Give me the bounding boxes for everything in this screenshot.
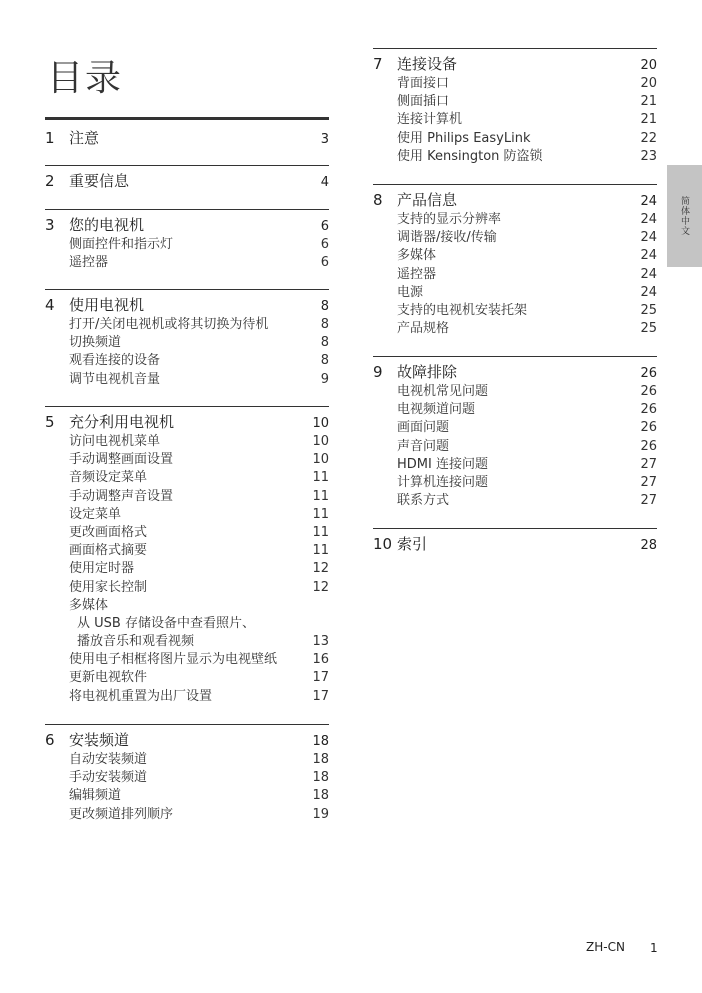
section-page-number: 28	[640, 538, 657, 553]
page-title: 目录	[47, 58, 124, 99]
toc-entry[interactable]	[45, 576, 329, 594]
toc-entry[interactable]	[373, 72, 657, 90]
entry-page-number: 23	[640, 148, 657, 164]
entry-page-number: 26	[640, 420, 657, 436]
title-divider	[45, 117, 329, 120]
entry-label: 调谐器/接收/传输	[397, 230, 497, 246]
entry-page-number: 16	[312, 652, 329, 668]
entry-label: 遥控器	[69, 255, 109, 271]
toc-entry[interactable]	[373, 226, 657, 244]
entry-page-number: 8	[320, 353, 329, 369]
entry-label: 支持的显示分辨率	[397, 212, 502, 227]
entry-page-number: 27	[640, 493, 657, 509]
entry-page-number: 26	[640, 402, 657, 418]
entry-page-number: 12	[312, 561, 329, 577]
section-title: 产品信息	[397, 191, 458, 209]
entry-label: 电视机常见问题	[397, 384, 489, 399]
entry-label: 设定菜单	[69, 506, 122, 522]
entry-label: 联系方式	[397, 493, 450, 509]
entry-page-number: 11	[312, 506, 329, 522]
section-page-number: 26	[640, 366, 657, 381]
toc-entry[interactable]	[45, 784, 329, 802]
entry-label: 声音问题	[397, 438, 450, 454]
section-number: 5	[45, 413, 55, 431]
toc-section-heading[interactable]	[45, 294, 329, 313]
entry-page-number: 26	[640, 384, 657, 399]
entry-label: 画面格式摘要	[69, 543, 148, 559]
entry-label: 使用 Philips EasyLink	[397, 130, 531, 146]
entry-label: 侧面控件和指示灯	[69, 237, 174, 252]
entry-page-number: 11	[312, 488, 329, 504]
entry-label: 切换频道	[69, 335, 122, 351]
entry-page-number: 11	[312, 524, 329, 540]
toc-entry[interactable]	[45, 803, 329, 821]
toc-entry[interactable]	[373, 380, 657, 398]
entry-label: 从 USB 存储设备中查看照片、	[77, 615, 255, 631]
toc-entry[interactable]	[373, 317, 657, 335]
toc-entry[interactable]	[373, 244, 657, 262]
entry-label: 打开/关闭电视机或将其切换为待机	[69, 317, 269, 332]
toc-entry[interactable]	[45, 594, 329, 612]
entry-page-number: 12	[312, 579, 329, 595]
entry-label: HDMI 连接问题	[397, 456, 488, 472]
toc-section-heading[interactable]	[45, 127, 329, 146]
toc-entry[interactable]	[45, 448, 329, 466]
section-title: 索引	[397, 535, 428, 553]
toc-section-heading[interactable]	[373, 189, 657, 208]
entry-page-number: 9	[320, 371, 329, 387]
toc-section-heading[interactable]	[45, 170, 329, 189]
entry-label: 访问电视机菜单	[69, 434, 161, 449]
entry-page-number: 6	[320, 255, 329, 271]
toc-section	[45, 209, 329, 269]
section-title: 安装频道	[69, 731, 130, 749]
entry-page-number: 10	[312, 434, 329, 449]
toc-entry[interactable]	[45, 349, 329, 367]
entry-label: 多媒体	[69, 597, 109, 613]
entry-label: 背面接口	[397, 76, 450, 91]
entry-page-number: 26	[640, 438, 657, 454]
entry-page-number: 21	[640, 112, 657, 128]
toc-section-heading[interactable]	[45, 729, 329, 748]
toc-section	[45, 165, 329, 189]
entry-label: 编辑频道	[69, 788, 122, 804]
toc-entry[interactable]	[45, 233, 329, 251]
section-title: 故障排除	[397, 363, 458, 381]
entry-label: 产品规格	[397, 321, 450, 337]
section-title: 注意	[69, 129, 100, 147]
toc-entry[interactable]	[45, 557, 329, 575]
section-title: 充分利用电视机	[69, 413, 175, 431]
section-page-number: 3	[320, 132, 329, 147]
entry-page-number: 24	[640, 212, 657, 227]
entry-page-number: 11	[312, 470, 329, 486]
entry-page-number: 22	[640, 130, 657, 146]
section-title: 使用电视机	[69, 296, 145, 314]
section-number: 4	[45, 296, 55, 314]
entry-label: 自动安装频道	[69, 752, 148, 767]
toc-entry[interactable]	[45, 485, 329, 503]
section-number: 2	[45, 172, 55, 190]
toc-entry[interactable]	[45, 648, 329, 666]
toc-section-heading[interactable]	[373, 53, 657, 72]
entry-label: 电视频道问题	[397, 402, 476, 418]
toc-section-heading[interactable]	[45, 214, 329, 233]
toc-entry[interactable]	[373, 489, 657, 507]
entry-label: 使用家长控制	[69, 579, 148, 595]
toc-entry[interactable]	[373, 281, 657, 299]
entry-label: 手动调整画面设置	[69, 452, 174, 468]
toc-entry[interactable]	[373, 398, 657, 416]
entry-page-number: 10	[312, 452, 329, 468]
toc-entry[interactable]	[373, 90, 657, 108]
entry-page-number: 18	[312, 788, 329, 804]
toc-section	[373, 528, 657, 552]
entry-page-number: 8	[320, 335, 329, 351]
entry-label: 更改频道排列顺序	[69, 806, 174, 822]
toc-section	[373, 48, 657, 163]
entry-page-number: 6	[320, 237, 329, 252]
toc-entry[interactable]	[373, 453, 657, 471]
toc-section	[373, 184, 657, 335]
toc-section	[45, 127, 329, 146]
entry-page-number: 25	[640, 302, 657, 318]
section-page-number: 20	[640, 58, 657, 73]
section-page-number: 18	[312, 734, 329, 749]
toc-section	[45, 406, 329, 703]
entry-page-number: 27	[640, 474, 657, 490]
entry-page-number: 27	[640, 456, 657, 472]
entry-page-number: 18	[312, 752, 329, 767]
entry-label: 电源	[397, 284, 424, 300]
entry-label: 更新电视软件	[69, 670, 148, 686]
entry-page-number: 25	[640, 321, 657, 337]
entry-label: 使用定时器	[69, 561, 135, 577]
toc-entry[interactable]	[45, 503, 329, 521]
section-page-number: 24	[640, 194, 657, 209]
toc-entry[interactable]	[45, 685, 329, 703]
section-page-number: 4	[320, 175, 329, 190]
entry-label: 观看连接的设备	[69, 353, 161, 369]
entry-label: 计算机连接问题	[397, 474, 489, 490]
toc-entry[interactable]	[373, 299, 657, 317]
entry-label: 更改画面格式	[69, 524, 148, 540]
section-page-number: 8	[320, 299, 329, 314]
toc-entry[interactable]	[45, 466, 329, 484]
toc-section-heading[interactable]	[373, 533, 657, 552]
entry-page-number: 17	[312, 670, 329, 686]
entry-label: 画面问题	[397, 420, 450, 436]
entry-label: 使用电子相框将图片显示为电视壁纸	[69, 652, 278, 668]
section-number: 6	[45, 731, 55, 749]
toc-entry[interactable]	[373, 208, 657, 226]
entry-label: 调节电视机音量	[69, 371, 161, 387]
language-side-tab	[667, 165, 702, 267]
language-tab-label: 简体中文	[679, 196, 689, 236]
entry-page-number: 20	[640, 76, 657, 91]
entry-label: 音频设定菜单	[69, 470, 148, 486]
toc-entry[interactable]	[373, 145, 657, 163]
toc-entry[interactable]	[45, 331, 329, 349]
toc-entry[interactable]	[45, 612, 329, 630]
toc-section	[45, 289, 329, 386]
entry-page-number: 8	[320, 317, 329, 332]
entry-page-number: 19	[312, 806, 329, 822]
entry-label: 支持的电视机安装托架	[397, 302, 528, 318]
section-title: 重要信息	[69, 172, 130, 190]
section-title: 您的电视机	[69, 216, 145, 234]
entry-page-number: 24	[640, 284, 657, 300]
toc-entry[interactable]	[373, 416, 657, 434]
toc-section-heading[interactable]	[373, 361, 657, 380]
entry-label: 播放音乐和观看视频	[77, 634, 195, 650]
toc-entry[interactable]	[45, 748, 329, 766]
toc-section	[373, 356, 657, 507]
entry-label: 将电视机重置为出厂设置	[69, 688, 213, 704]
toc-section	[45, 724, 329, 821]
section-number: 10	[373, 535, 393, 553]
toc-entry[interactable]	[45, 666, 329, 684]
toc-section-heading[interactable]	[45, 411, 329, 430]
toc-entry[interactable]	[45, 766, 329, 784]
entry-page-number: 18	[312, 770, 329, 786]
toc-entry[interactable]	[45, 430, 329, 448]
footer-language-code: ZH-CN	[586, 940, 625, 954]
toc-entry[interactable]	[373, 263, 657, 281]
toc-entry[interactable]	[45, 521, 329, 539]
entry-page-number: 13	[312, 634, 329, 650]
toc-entry[interactable]	[373, 471, 657, 489]
entry-label: 连接计算机	[397, 112, 463, 128]
entry-label: 侧面插口	[397, 94, 450, 110]
entry-label: 遥控器	[397, 266, 437, 282]
section-page-number: 10	[312, 416, 329, 431]
toc-entry[interactable]	[45, 630, 329, 648]
section-number: 7	[373, 55, 383, 73]
entry-page-number: 24	[640, 266, 657, 282]
entry-page-number: 17	[312, 688, 329, 704]
entry-label: 多媒体	[397, 248, 437, 264]
toc-entry[interactable]	[45, 251, 329, 269]
entry-label: 手动调整声音设置	[69, 488, 174, 504]
toc-entry[interactable]	[373, 127, 657, 145]
entry-page-number: 24	[640, 248, 657, 264]
entry-page-number: 11	[312, 543, 329, 559]
toc-entry[interactable]	[45, 313, 329, 331]
entry-label: 手动安装频道	[69, 770, 148, 786]
toc-entry[interactable]	[373, 108, 657, 126]
entry-page-number: 24	[640, 230, 657, 246]
toc-entry[interactable]	[45, 368, 329, 386]
section-number: 8	[373, 191, 383, 209]
entry-page-number: 21	[640, 94, 657, 110]
section-page-number: 6	[320, 219, 329, 234]
section-number: 9	[373, 363, 383, 381]
toc-entry[interactable]	[373, 435, 657, 453]
entry-label: 使用 Kensington 防盗锁	[397, 148, 543, 164]
footer-page-number: 1	[650, 941, 658, 955]
toc-entry[interactable]	[45, 539, 329, 557]
section-title: 连接设备	[397, 55, 458, 73]
section-number: 1	[45, 129, 55, 147]
section-number: 3	[45, 216, 55, 234]
